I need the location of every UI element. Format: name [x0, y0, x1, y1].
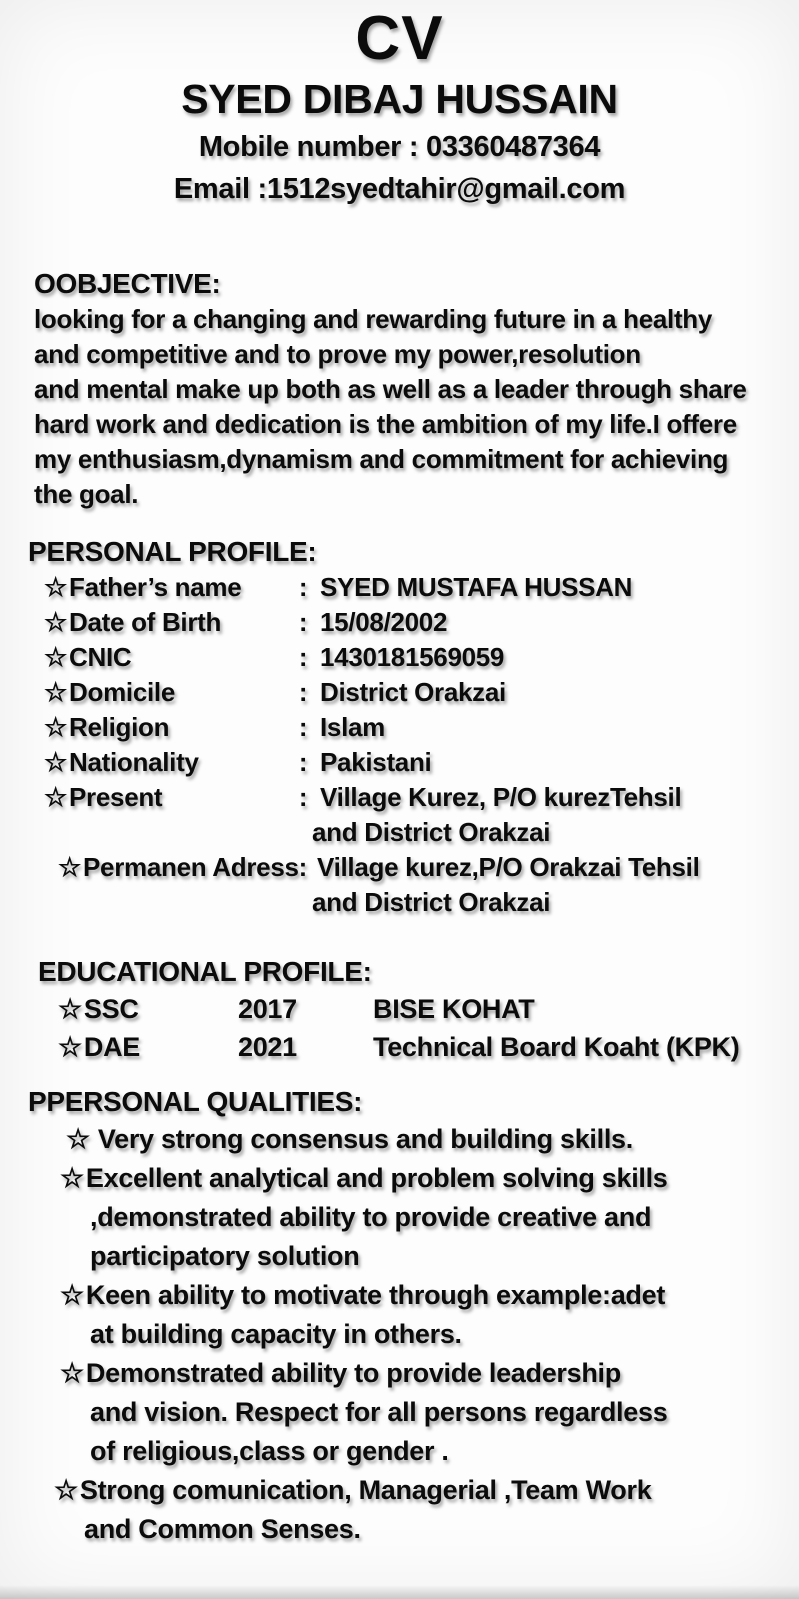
- star-icon: ☆: [60, 1280, 84, 1310]
- profile-value-continuation: and District Orakzai: [312, 817, 551, 847]
- quality-line: [60, 1354, 785, 1393]
- education-section: [14, 954, 785, 1066]
- quality-line: of religious,class or gender .: [90, 1436, 449, 1466]
- star-icon: ☆: [58, 1032, 82, 1062]
- profile-value: SYED MUSTAFA HUSSAN: [320, 572, 633, 602]
- page-title: CV: [355, 4, 444, 73]
- profile-label-text: Date of Birth: [69, 607, 222, 637]
- profile-value: Islam: [320, 712, 385, 742]
- quality-line: [60, 1276, 785, 1315]
- quality-line: at building capacity in others.: [90, 1319, 462, 1349]
- star-icon: ☆: [60, 1163, 84, 1193]
- profile-colon: :: [298, 712, 308, 742]
- quality-item: [60, 1276, 785, 1354]
- profile-value: 1430181569059: [320, 642, 505, 672]
- quality-line: participatory solution: [90, 1241, 360, 1271]
- quality-line: and vision. Respect for all persons regardless: [90, 1397, 668, 1427]
- star-icon: ☆: [44, 607, 68, 637]
- objective-section: [14, 266, 785, 512]
- star-icon: ☆: [58, 994, 82, 1024]
- profile-row-fathers-name: [44, 570, 785, 605]
- star-icon: ☆: [54, 1475, 78, 1505]
- profile-label-text: Religion: [69, 712, 170, 742]
- edu-year: 2017: [238, 994, 297, 1024]
- star-icon: ☆: [44, 572, 68, 602]
- profile-label: [44, 780, 286, 815]
- education-rows: [38, 990, 785, 1066]
- personal-qualities-section: [14, 1084, 785, 1549]
- quality-text: Demonstrated ability to provide leadership: [85, 1358, 621, 1388]
- profile-value: Village kurez,P/O Orakzai Tehsil: [317, 852, 700, 882]
- profile-row-religion: [44, 710, 785, 745]
- profile-row-nationality: [44, 745, 785, 780]
- profile-row-permanent-address: [44, 850, 785, 885]
- profile-label: [44, 570, 286, 605]
- star-icon: ☆: [66, 1124, 90, 1154]
- page-bottom-shadow: [0, 1585, 799, 1599]
- objective-line: and competitive and to prove my power,resolution: [34, 339, 641, 369]
- quality-item: [60, 1159, 785, 1276]
- quality-text: Excellent analytical and problem solving skills: [85, 1163, 668, 1193]
- profile-label-text: Domicile: [69, 677, 175, 707]
- quality-line: [60, 1159, 785, 1198]
- quality-item: [60, 1120, 785, 1159]
- profile-row-domicile: [44, 675, 785, 710]
- cv-header: [14, 6, 785, 208]
- quality-text: Very strong consensus and building skills.: [97, 1124, 633, 1154]
- mobile-number-line: Mobile number : 03360487364: [198, 131, 601, 163]
- edu-board: Technical Board Koaht (KPK): [373, 1032, 740, 1062]
- profile-row-present-address: [44, 780, 785, 815]
- profile-label: [44, 640, 286, 675]
- profile-label: [44, 710, 286, 745]
- profile-label-text: CNIC: [69, 642, 132, 672]
- profile-label: [58, 850, 307, 885]
- personal-profile-heading: PERSONAL PROFILE:: [28, 536, 317, 567]
- personal-profile-section: [14, 534, 785, 920]
- quality-text: Strong comunication, Managerial ,Team Work: [79, 1475, 652, 1505]
- objective-heading: OOBJECTIVE:: [34, 268, 221, 299]
- profile-label-text: Nationality: [69, 747, 199, 777]
- profile-colon: :: [298, 747, 308, 777]
- profile-colon: :: [298, 782, 308, 812]
- quality-line: [54, 1471, 785, 1510]
- star-icon: ☆: [44, 642, 68, 672]
- profile-label-text: Present: [69, 782, 163, 812]
- candidate-name: SYED DIBAJ HUSSAIN: [181, 76, 618, 122]
- edu-qualification: [58, 990, 238, 1028]
- personal-profile-rows: [28, 570, 785, 920]
- personal-qualities-heading: PPERSONAL QUALITIES:: [28, 1086, 363, 1117]
- education-row-ssc: [58, 990, 785, 1028]
- profile-colon: :: [298, 607, 308, 637]
- profile-row-date-of-birth: [44, 605, 785, 640]
- education-heading: EDUCATIONAL PROFILE:: [38, 956, 372, 987]
- profile-label-text: Permanen Adress:: [83, 852, 308, 882]
- profile-label: [44, 605, 286, 640]
- quality-line: [60, 1120, 785, 1159]
- star-icon: ☆: [58, 852, 82, 882]
- quality-line: ,demonstrated ability to provide creative and: [90, 1202, 652, 1232]
- personal-qualities-items: [28, 1120, 785, 1549]
- profile-label-text: Father’s name: [69, 572, 242, 602]
- profile-value: District Orakzai: [320, 677, 506, 707]
- profile-colon: :: [298, 677, 308, 707]
- email-line: Email :1512syedtahir@gmail.com: [173, 173, 626, 205]
- profile-label: [44, 745, 286, 780]
- star-icon: ☆: [44, 747, 68, 777]
- objective-line: looking for a changing and rewarding future in a healthy: [34, 304, 713, 334]
- objective-line: my enthusiasm,dynamism and commitment for achieving: [34, 444, 729, 474]
- edu-qualification: [58, 1028, 238, 1066]
- profile-value: Village Kurez, P/O kurezTehsil: [320, 782, 682, 812]
- quality-item: [60, 1354, 785, 1471]
- profile-colon: :: [298, 642, 308, 672]
- edu-year: 2021: [238, 1032, 297, 1062]
- star-icon: ☆: [44, 677, 68, 707]
- objective-line: and mental make up both as well as a leader through share: [34, 374, 747, 404]
- profile-label: [44, 675, 286, 710]
- education-row-dae: [58, 1028, 785, 1066]
- star-icon: ☆: [44, 712, 68, 742]
- profile-row-cnic: [44, 640, 785, 675]
- star-icon: ☆: [60, 1358, 84, 1388]
- quality-text: Keen ability to motivate through example:adet: [85, 1280, 666, 1310]
- profile-colon: :: [298, 572, 308, 602]
- quality-line: and Common Senses.: [84, 1514, 361, 1544]
- edu-qualification-text: DAE: [83, 1032, 141, 1062]
- objective-line: hard work and dedication is the ambition of my life.I offere: [34, 409, 737, 439]
- edu-qualification-text: SSC: [83, 994, 139, 1024]
- star-icon: ☆: [44, 782, 68, 812]
- quality-item: [54, 1471, 785, 1549]
- profile-value-continuation: and District Orakzai: [312, 887, 551, 917]
- profile-value: Pakistani: [320, 747, 432, 777]
- edu-board: BISE KOHAT: [373, 994, 535, 1024]
- profile-value: 15/08/2002: [320, 607, 448, 637]
- objective-line: the goal.: [34, 479, 139, 509]
